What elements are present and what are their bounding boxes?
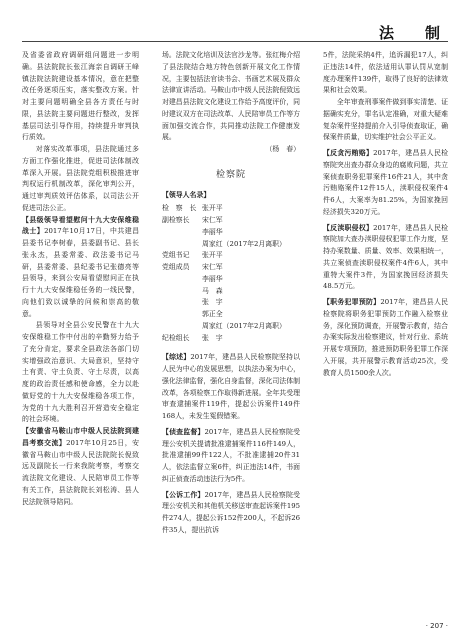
paragraph: 对落实改革事项，县法院通过多方面工作强化推进，促进司法体制改革深入开展。县法院党组积极推进审判权运行机制改革，深化审判公开，通过审判质效评估体系，以司法公开促进司法公正。	[22, 145, 139, 212]
leader-row: 副检察长 宋仁军	[162, 216, 223, 224]
leader-row: 纪检组长 张 宇	[162, 333, 223, 342]
leader-row: 郭正全	[202, 310, 223, 318]
leader-row: 马 森	[202, 286, 223, 295]
article-paragraph: 【综述】2017年，建昌县人民检察院坚持以人民为中心的发展思想，以执法办案为中心，强化法律监督，强化自身监督，深化司法体制改革，各项检察工作取得新进展。全年共受理审查逮捕案件119件，提起公诉案件149件168人，未发生冤假错案。	[162, 353, 300, 420]
article-paragraph: 【安徽省马鞍山市中级人民法院到建昌考察交流】2017年10月25日，安徽省马鞍山市中级人民法院院长倪致远及副院长一行来我院考察，考察交流法院文化建设、人民陪审员工作等有关工作，县法院院长刘松涛、县人民法院领导陪同。	[22, 427, 139, 506]
article-heading: 【侦查监督】	[162, 427, 205, 436]
page-number: · 207 ·	[425, 622, 448, 630]
paragraph: 全年审查刑事案件做到事实清楚、证据确实充分，罪名认定准确，对重大疑难复杂案件坚持提前介入引导侦查取证，确保案件质量，切实维护社会公平正义。	[323, 98, 448, 142]
column-3	[323, 50, 448, 610]
leader-row: 李丽华	[202, 274, 223, 283]
leader-row: 党组成员 宋仁军	[162, 263, 223, 271]
leader-row: 周家红（2017年2月离职）	[202, 321, 286, 330]
article-paragraph: 【公诉工作】2017年，建昌县人民检察院受理公安机关和其他机关移送审查起诉案件195件274人，提起公诉152件200人，不起诉26件35人，提出抗诉	[162, 490, 300, 534]
leaders-list	[162, 203, 300, 344]
article-heading: 【反渎职侵权】	[323, 223, 374, 232]
paragraph: 及省委省政府调研组问题进一步明确。县法院院长张江海亲自调研王峰镇法院法院建设基本情况，意在把整改任务逐项压实，落实整改方案。针对主要问题明确全县各方责任与时限，县法院主要问题进行整改，发挥基层司法引导作用，持续提升审判执行质效。	[22, 51, 139, 142]
subsection-title: 检察院	[215, 169, 246, 180]
article-heading: 【反贪污贿赂】	[323, 149, 374, 157]
article-heading: 【县级领导看望慰问十九大安保维稳战士】	[22, 215, 139, 236]
article-paragraph: 【县级领导看望慰问十九大安保维稳战士】2017年10月17日，中共建昌县委书记李树春，县委副书记、县长张永杰，县委常委、政法委书记马研，县委常委、县纪委书记张德亮等县领导，来到公安局看望慰问正在执行十九大安保维稳任务的一线民警，向他们致以诚挚的问候和崇高的敬意。	[22, 215, 139, 318]
article-heading: 【公诉工作】	[162, 490, 205, 499]
article-paragraph: 【职务犯罪预防】2017年，建昌县人民检察院将职务犯罪预防工作融入检察业务，深化预防调查，开展警示教育，结合办案实际发出检察建议，针对行业、系统开展专项预防，推进预防职务犯罪工作深入开展，共开展警示教育活动25次，受教育人员1500余人次。	[323, 298, 448, 377]
leader-row: 检 察 长 张开平	[162, 204, 223, 213]
leader-row: 李丽华	[202, 227, 223, 236]
article-paragraph: 【侦查监督】2017年，建昌县人民检察院受理公安机关提请批准逮捕案件116件149人，批准逮捕99件122人，不批准逮捕20件31人，依法监督立案6件，纠正违法14件，书面纠正侦查活动违法行为5件。	[162, 427, 300, 483]
leaders-heading: 【领导人名录】	[162, 190, 211, 199]
leader-row: 张 宇	[202, 298, 223, 307]
article-heading: 【安徽省马鞍山市中级人民法院到建昌考察交流】	[22, 427, 139, 447]
paragraph: 5件，法院采纳4件，追诉漏犯17人，纠正违法14件，依法适用认罪认罚从宽制度办理案件139件，取得了良好的法律效果和社会效果。	[323, 51, 448, 95]
paragraph: 场。法院文化培训及法官沙龙等。张红梅介绍了县法院结合地方特色创新开展文化工作情况，主要包括法官读书会、书画艺术展及群众法律宣讲活动。马鞍山市中级人民法院倪致远对建昌县法院文化建设工作给予高度评价，同时建议双方在司法改革、人民陪审员工作等方面加强交流合作，共同推动法院工作健康发展。	[162, 51, 300, 142]
article-paragraph: 【反渎职侵权】2017年，建昌县人民检察院加大查办渎职侵权犯罪工作力度，坚持办案数量、质量、效率、效果相统一，共立案侦查渎职侵权案件4件6人，其中重特大案件3件，为国家挽回经济损失48.5万元。	[323, 223, 448, 291]
leader-row: 党组书记 张开平	[162, 251, 223, 260]
author-signature: （杨 春）	[265, 145, 300, 153]
article-heading: 【职务犯罪预防】	[323, 298, 381, 306]
article-paragraph: 【反贪污贿赂】2017年，建昌县人民检察院突出查办群众身边的腐败问题，共立案侦查职务犯罪案件16件21人，其中贪污贿赂案件12件15人，渎职侵权案件4件6人，大案率为81.25%，为国家挽回经济损失320万元。	[323, 149, 448, 216]
article-heading: 【综述】	[162, 353, 191, 362]
leader-row: 周家红（2017年2月离职）	[202, 239, 286, 248]
paragraph: 县领导对全县公安民警在十九大安保维稳工作中付出的辛勤努力给予了充分肯定，要求全县政法各部门切实增强政治意识、大局意识，坚持守土有责、守土负责、守土尽责，以高度的政治责任感和使命感，全力以赴做好党的十九大安保维稳各项工作，为党的十九大胜利召开营造安全稳定的社会环境。	[22, 321, 139, 424]
column-2	[162, 50, 300, 610]
column-1	[22, 50, 139, 610]
header-rule	[22, 41, 448, 42]
section-title: 法 制	[378, 24, 448, 42]
